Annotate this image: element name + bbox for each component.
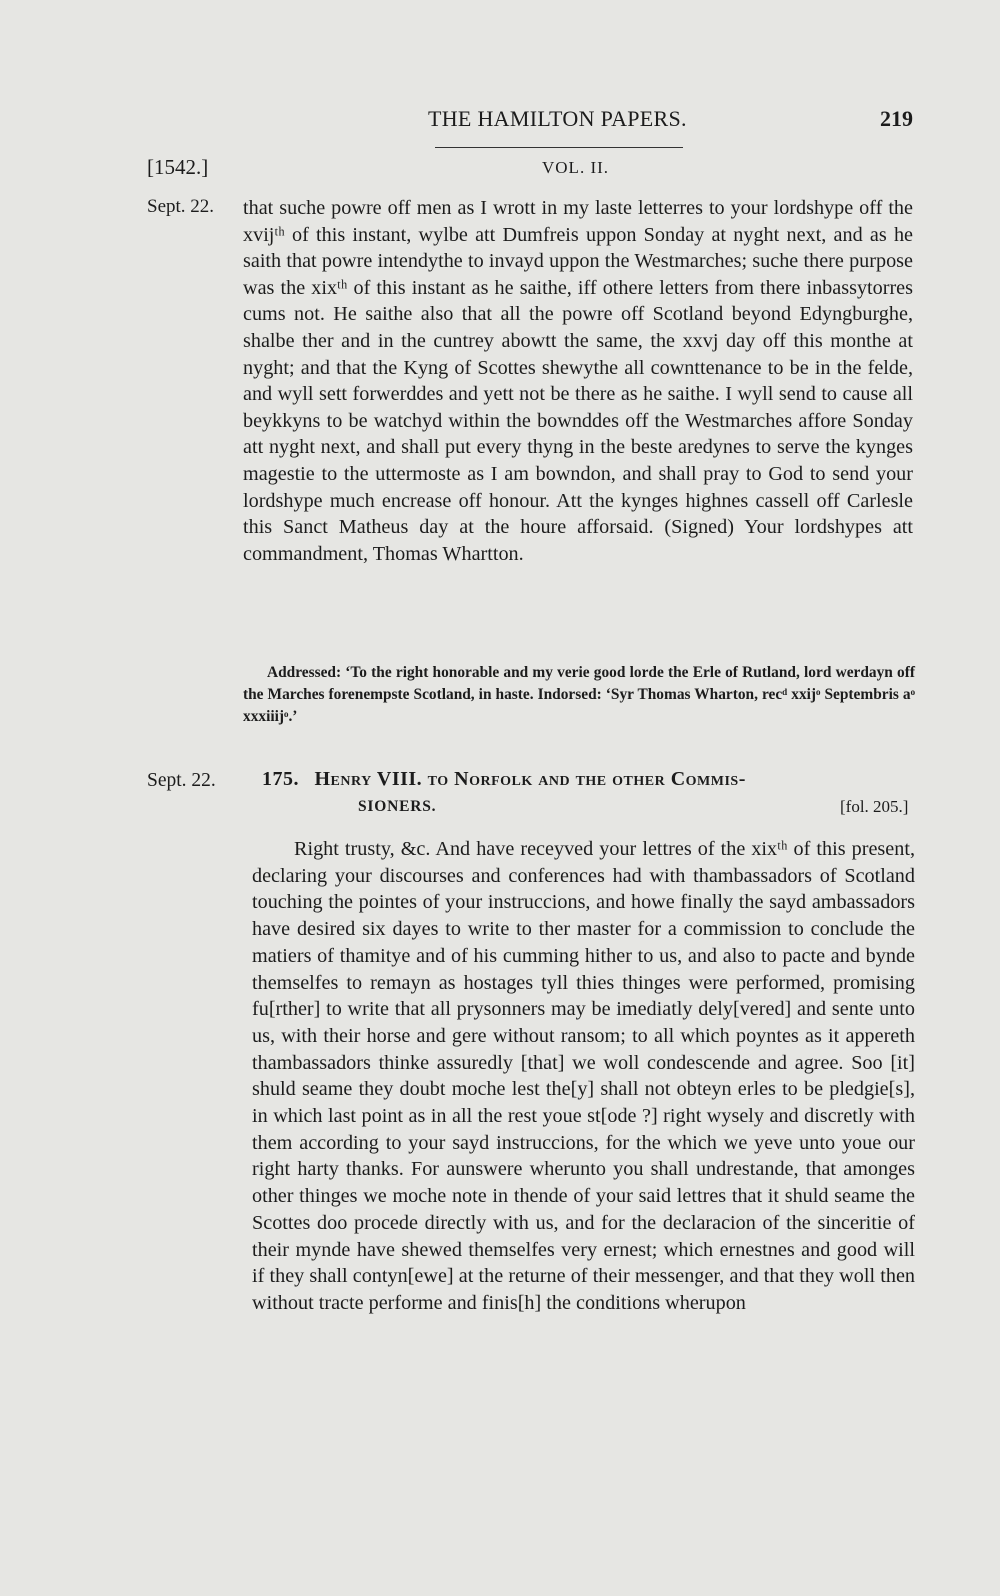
entry-date: Sept. 22. [147,770,216,791]
address-note: Addressed: ‘To the right honorable and my verie good lorde the Erle of Rutland, lord werdayn off the Marches forenempste Scotland, in haste. Indorsed: ‘Syr Thomas Wharton, recᵈ xxijᵒ Septembris aᵒ xxxiiijᵒ.’ [243,664,915,725]
entry-date: Sept. 22. [147,196,215,217]
letter-body: that suche powre off men as I wrott in my laste letterres to your lordshype off the xvijᵗʰ of this instant, wylbe att Dumfreis uppon Sonday at nyght next, and as he saith that powre intendythe to invayd uppon the Westmarches; suche there purpose was the xixᵗʰ of this instant as he saithe, iff othere letters from there inbassytorres cums not. He saithe also that all the powre off Scotland beyond Edyngburghe, shalbe ther and in the cuntrey abowtt the same, the xxvj day off this monthe at nyght; and that the Kyng of Scottes shewythe all cownttenance to be in the felde, and wyll sett forwerddes and yett not be there as he saithe. I wyll send to cause all beykkyns to be watchyd within the bownddes off the Westmarches affore Sonday att nyght next, and shall put every thyng in the beste aredynes to serve the kynges magestie to the uttermoste as I am bowndon, and shall pray to God to send your lordshype much encrease off honour. Att the kynges highnes cassell off Carlesle this Sanct Matheus day at the houre afforsaid. (Signed) Your lordshypes att commandment, Thomas Whartton. [243,197,913,565]
running-title: THE HAMILTON PAPERS. [428,106,687,131]
letter-title: Henry VIII. to Norfolk and the other Commis- [314,768,746,790]
letter-heading [262,768,917,791]
page-number: 219 [880,106,913,131]
letter-title-continued: SIONERS. [358,798,437,815]
letter-body: Right trusty, &c. And have receyved your lettres of the xixᵗʰ of this present, declaring your discourses and conferences had with thambassadors of Scotland touching the pointes of your instruccions, and howe finally the sayd ambassadors have desired six dayes to write to ther master for a commission to conclude the matiers of thamitye and of his cumming hither to us, and also to pacte and bynde themselfes to remayn as hostages tyll thies thinges were performed, promising fu[rther] to write that all prysonners may be imediatly dely[vered] and sente unto us, with their horse and gere without ransom; to all which poyntes as it appereth thambassadors thinke assuredly [that] we woll condescende and agree. Soo [it] shuld seame they doubt moche lest the[y] shall not obteyn erles to be pledgie[s], in which last point as in all the rest youe st[ode ?] right wysely and discretly with them according to your sayd instruccions, for the which we yeve unto youe our right harty thanks. For aunswere wherunto you shall undrestande, that amonges other thinges we moche note in thende of your said lettres that it shuld seame the Scottes doo procede directly with us, and for the declaracion of the sinceritie of their mynde have shewed themselfes very ernest; which ernestnes and good will if they shall contyn[ewe] at the returne of their messenger, and that they woll then without tracte performe and finis[h] the conditions wherupon [252,838,915,1314]
folio-reference: [fol. 205.] [840,797,909,816]
running-head [0,106,1000,140]
volume-label: VOL. II. [542,158,610,177]
header-rule [435,147,683,148]
year-marker: [1542.] [147,155,209,179]
letter-number: 175. [262,768,299,790]
